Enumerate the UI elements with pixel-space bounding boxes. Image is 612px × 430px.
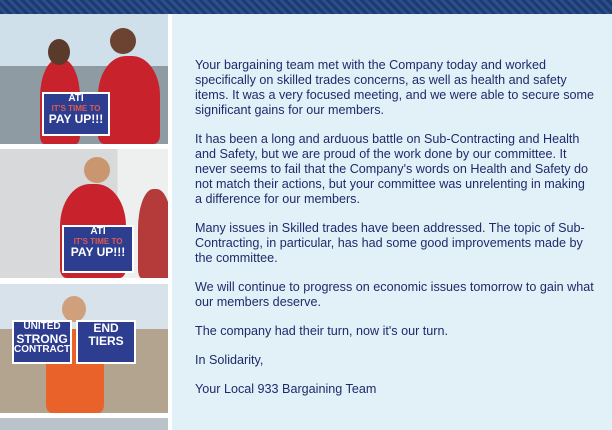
letter-paragraph: The company had their turn, now it's our turn. [195, 324, 449, 338]
protest-sign: END TIERS [76, 320, 136, 364]
person-head [110, 28, 136, 54]
top-decorative-band [0, 0, 612, 14]
rally-photo-3 [0, 284, 168, 413]
person-bystander [138, 189, 168, 278]
letter-signature: Your Local 933 Bargaining Team [195, 382, 377, 396]
rally-photo-2 [0, 149, 168, 278]
letter-paragraph: Many issues in Skilled trades have been addressed. The topic of Sub-Contracting, in particular, has had some good improvements made by the committee. [195, 221, 585, 265]
rally-photo-4 [0, 418, 168, 430]
letter-closing: In Solidarity, [195, 353, 264, 367]
person-head [48, 39, 70, 65]
person-head [84, 157, 110, 183]
protest-sign: ATI IT'S TIME TO PAY UP!!! [42, 92, 110, 136]
letter-paragraph: It has been a long and arduous battle on Sub-Contracting and Health and Safety, but we are proud of the work done by our committee. It never seems to fail that the Company's words on Health and Safety do not match their actions, but your committee was unrelenting in making a difference for our members. [195, 132, 589, 206]
letter-paragraph: We will continue to progress on economic issues tomorrow to gain what our members deserve. [195, 280, 594, 309]
letter-paragraph: Your bargaining team met with the Company today and worked specifically on skilled trades concerns, as well as health and safety items. It was a very focused meeting, and we were able to secure some significant gains for our members. [195, 58, 594, 117]
protest-sign: UNITED STRONG CONTRACT [12, 320, 72, 364]
protest-sign: ATI IT'S TIME TO PAY UP!!! [62, 225, 134, 273]
letter-body [195, 58, 595, 411]
person-head [62, 296, 86, 322]
rally-photo-1 [0, 14, 168, 144]
